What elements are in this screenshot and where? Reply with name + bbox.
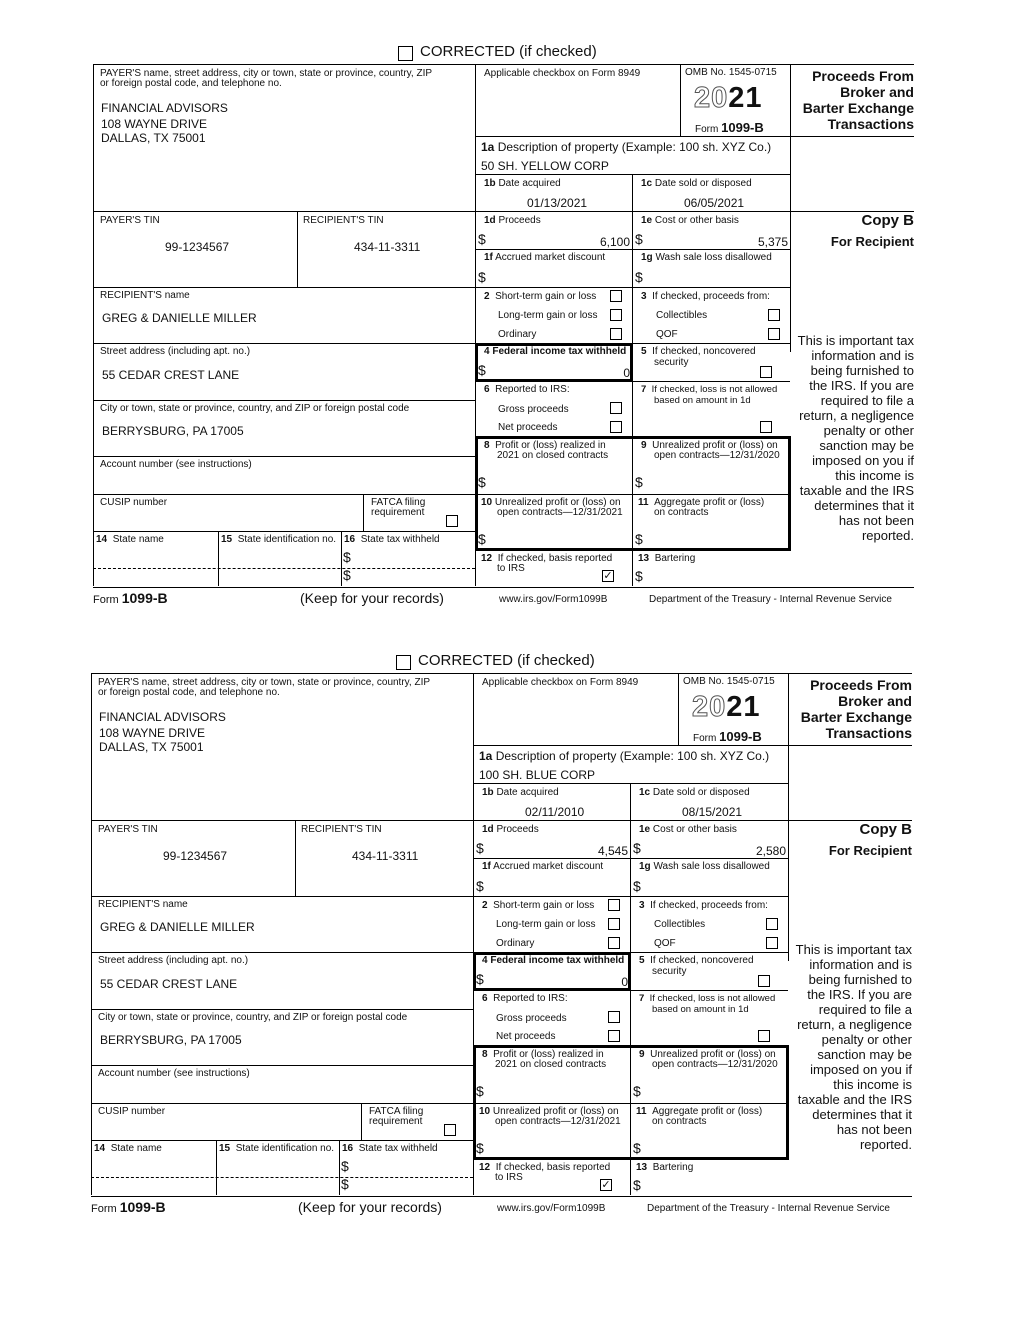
payer-city: DALLAS, TX 75001 <box>99 740 204 754</box>
city-label: City or town, state or province, country, and ZIP or foreign postal code <box>100 403 410 414</box>
recipient-name-label: RECIPIENT'S name <box>100 290 190 301</box>
recipient-tin: 434-11-3311 <box>354 240 421 254</box>
short-term-checkbox[interactable] <box>610 290 622 302</box>
corrected-label: CORRECTED (if checked) <box>418 652 595 669</box>
box1f-label: Accrued market discount <box>495 252 606 263</box>
tax-year <box>694 82 763 115</box>
ordinary-checkbox[interactable] <box>608 937 620 949</box>
box1d-proceeds: 4,545 <box>597 844 628 858</box>
box1c-date-sold: 06/05/2021 <box>684 196 745 210</box>
box1d-proceeds: 6,100 <box>599 235 630 249</box>
box1g-label: Wash sale loss disallowed <box>653 861 770 872</box>
form-number: 1099-B <box>719 729 762 744</box>
cusip-label: CUSIP number <box>98 1106 166 1117</box>
payer-tin: 99-1234567 <box>163 849 228 863</box>
payer-tin-label: PAYER'S TIN <box>98 824 158 835</box>
left-border <box>91 673 92 1195</box>
recipient-street: 55 CEDAR CREST LANE <box>100 977 238 991</box>
recipient-tin: 434-11-3311 <box>352 849 419 863</box>
box1c-label: Date sold or disposed <box>654 178 752 189</box>
for-recipient: For Recipient <box>828 843 912 858</box>
corrected-checkbox[interactable] <box>396 655 411 670</box>
box1b-label: Date acquired <box>496 787 559 798</box>
long-term-checkbox[interactable] <box>608 918 620 930</box>
city-label: City or town, state or province, country, and ZIP or foreign postal code <box>98 1012 408 1023</box>
for-recipient: For Recipient <box>830 234 914 249</box>
net-proceeds-checkbox[interactable] <box>608 1030 620 1042</box>
noncovered-checkbox[interactable] <box>760 366 772 378</box>
copy-b: Copy B <box>859 821 912 838</box>
recipient-city: BERRYSBURG, PA 17005 <box>102 424 244 438</box>
street-label: Street address (including apt. no.) <box>98 955 249 966</box>
box1e-label: Cost or other basis <box>654 215 739 226</box>
loss-not-allowed-checkbox[interactable] <box>760 421 772 433</box>
box1d-label: Proceeds <box>496 824 539 835</box>
box1c-date-sold: 08/15/2021 <box>682 805 743 819</box>
payer-header: PAYER'S name, street address, city or town, state or province, country, ZIP <box>98 677 431 688</box>
account-label: Account number (see instructions) <box>100 459 252 470</box>
tax-year-hollow: 20 <box>692 691 727 723</box>
copy-b: Copy B <box>861 212 914 229</box>
qof-checkbox[interactable] <box>766 937 778 949</box>
payer-header: PAYER'S name, street address, city or town, state or province, country, ZIP <box>100 68 433 79</box>
recipient-tin-label: RECIPIENT'S TIN <box>303 215 384 226</box>
box1e-label: Cost or other basis <box>652 824 737 835</box>
applicable-checkbox-label: Applicable checkbox on Form 8949 <box>482 677 639 688</box>
important-tax-info: This is important tax information and is being furnished to the IRS. If you are required to file a return, a negligence penalty or other sanction may be imposed on you if this income is taxable and the IRS determines that it has not been reported. <box>797 333 914 543</box>
qof-checkbox[interactable] <box>768 328 780 340</box>
recipient-street: 55 CEDAR CREST LANE <box>102 368 240 382</box>
recipient-city: BERRYSBURG, PA 17005 <box>100 1033 242 1047</box>
collectibles-checkbox[interactable] <box>766 918 778 930</box>
box1b-date-acquired: 01/13/2021 <box>527 196 588 210</box>
payer-header-2: or foreign postal code, and telephone no. <box>98 687 280 698</box>
box1g-label: Wash sale loss disallowed <box>655 252 772 263</box>
fatca-checkbox[interactable] <box>446 515 458 527</box>
side-title: Proceeds From Broker and Barter Exchange Transactions <box>800 677 912 741</box>
short-term-checkbox[interactable] <box>608 899 620 911</box>
payer-street: 108 WAYNE DRIVE <box>101 117 208 131</box>
box4-label: Federal income tax withheld <box>490 955 625 966</box>
noncovered-checkbox[interactable] <box>758 975 770 987</box>
payer-header-2: or foreign postal code, and telephone no. <box>100 78 282 89</box>
footer-dept: Department of the Treasury - Internal Revenue Service <box>649 594 892 605</box>
corrected-label: CORRECTED (if checked) <box>420 43 597 60</box>
collectibles-checkbox[interactable] <box>768 309 780 321</box>
basis-reported-checkbox[interactable]: ✓ <box>603 570 613 582</box>
box4-federal-withheld: 0 <box>621 975 628 989</box>
box1f-label: Accrued market discount <box>493 861 604 872</box>
recipient-name-label: RECIPIENT'S name <box>98 899 188 910</box>
omb-number: OMB No. 1545-0715 <box>683 676 775 687</box>
long-term-checkbox[interactable] <box>610 309 622 321</box>
payer-name: FINANCIAL ADVISORS <box>101 101 228 115</box>
side-title: Proceeds From Broker and Barter Exchange Transactions <box>802 68 914 132</box>
recipient-name: GREG & DANIELLE MILLER <box>100 920 255 934</box>
recipient-name: GREG & DANIELLE MILLER <box>102 311 257 325</box>
box1a-label: Description of property (Example: 100 sh. XYZ Co.) <box>497 140 772 154</box>
box1d-label: Proceeds <box>498 215 541 226</box>
form-word: Form <box>695 124 719 135</box>
recipient-tin-label: RECIPIENT'S TIN <box>301 824 382 835</box>
basis-reported-checkbox[interactable]: ✓ <box>601 1179 611 1191</box>
footer-dept: Department of the Treasury - Internal Revenue Service <box>647 1203 890 1214</box>
gross-proceeds-checkbox[interactable] <box>610 402 622 414</box>
omb-number: OMB No. 1545-0715 <box>685 67 777 78</box>
box1b-label: Date acquired <box>498 178 561 189</box>
tax-year-hollow: 20 <box>694 82 729 114</box>
form-1099b-copy-2: CORRECTED (if checked) PAYER'S name, street address, city or town, state or province, country, ZIP or foreign postal code, and telephone no. FINANCIAL ADVISORS 108 WAYNE DRIVE DALLAS, TX 75001 Applicable checkbox on Form 8949 OMB No. 1545-0715 2021 Form 1099-B Proceeds From Broker and Barter Exchange Transactions 1a Description of property (Example: 100 sh. XYZ Co.) 100 SH. BLUE CORP 1b Date acquired 02/11/2010 1c Date sold or disposed 08/15/2021 PAYER'S TIN RECIPIENT'S TIN 99-1234567 434-11-3311 1d Proceeds $ 4,545 1e Cost or other basis $ 2,580 Copy B For Recipient 1f Accrued market discount $ 1g Wash sale loss disallowed $ RECIPIENT'S name GREG & DANIELLE MILLER 2 Short-term gain or loss Long-term gain or loss Ordinary 3 If checked, proceeds from: Collectibles QOF Street address (including apt. no.) 55 CEDAR CREST LANE 4 Federal income tax withheld $ 0 5 If checked, noncovered security City or town, state or province, country, and ZIP or foreign postal code BERRYSBURG, PA 17005 6 Reported to IRS: Gross proceeds Net proceeds 7 If checked, loss is not allowed based on amount in 1d Account number (see instructions) 8 Profit or (loss) realized in 2021 on closed contracts $ 9 Unrealized profit or (loss) on open contracts—12/31/2020 $ CUSIP number FATCA filing requirement 10 Unrealized profit or (loss) on open contracts—12/31/2021 $ 11 Aggregate profit or (loss) on contracts $ 14 State name 15 State identification no. 16 State tax withheld $ $ 12 If checked, basis reported to IRS ✓ 13 Bartering $ This is important tax information and is being furnished to the IRS. If you are required to file a return, a negligence penalty or other sanction may be imposed on you if this income is taxable and the IRS determines that it has not been reported. Form 1099-B (Keep for your records) www.irs.gov/Form1099B Department of the Treasury - Internal Revenue Service <box>91 652 912 1215</box>
box4-label: Federal income tax withheld <box>492 346 627 357</box>
box1e-cost-basis: 5,375 <box>757 235 788 249</box>
gross-proceeds-checkbox[interactable] <box>608 1011 620 1023</box>
left-border <box>93 64 94 586</box>
form-1099b-copy-1: CORRECTED (if checked) PAYER'S name, street address, city or town, state or province, country, ZIP or foreign postal code, and telephone no. FINANCIAL ADVISORS 108 WAYNE DRIVE DALLAS, TX 75001 Applicable checkbox on Form 8949 OMB No. 1545-0715 2021 Form 1099-B Proceeds From Broker and Barter Exchange Transactions 1a Description of property (Example: 100 sh. XYZ Co.) 50 SH. YELLOW CORP 1b Date acquired 01/13/2021 1c Date sold or disposed 06/05/2021 PAYER'S TIN RECIPIENT'S TIN 99-1234567 434-11-3311 1d Proceeds $ 6,100 1e Cost or other basis $ 5,375 Copy B For Recipient 1f Accrued market discount $ 1g Wash sale loss disallowed $ RECIPIENT'S name GREG & DANIELLE MILLER 2 Short-term gain or loss Long-term gain or loss Ordinary 3 If checked, proceeds from: Collectibles QOF Street address (including apt. no.) 55 CEDAR CREST LANE 4 Federal income tax withheld $ 0 5 If checked, noncovered security City or town, state or province, country, and ZIP or foreign postal code BERRYSBURG, PA 17005 6 Reported to IRS: Gross proceeds Net proceeds 7 If checked, loss is not allowed based on amount in 1d Account number (see instructions) 8 Profit or (loss) realized in 2021 on closed contracts $ 9 Unrealized profit or (loss) on open contracts—12/31/2020 $ CUSIP number FATCA filing requirement 10 Unrealized profit or (loss) on open contracts—12/31/2021 $ 11 Aggregate profit or (loss) on contracts $ 14 State name 15 State identification no. 16 State tax withheld $ $ 12 If checked, basis reported to IRS ✓ 13 Bartering $ This is important tax information and is being furnished to the IRS. If you are required to file a return, a negligence penalty or other sanction may be imposed on you if this income is taxable and the IRS determines that it has not been reported. Form 1099-B (Keep for your records) www.irs.gov/Form1099B Department of the Treasury - Internal Revenue Service <box>93 43 914 606</box>
street-label: Street address (including apt. no.) <box>100 346 251 357</box>
form-number: 1099-B <box>721 120 764 135</box>
box1b-date-acquired: 02/11/2010 <box>525 805 585 819</box>
box1a-label: Description of property (Example: 100 sh. XYZ Co.) <box>495 749 770 763</box>
net-proceeds-checkbox[interactable] <box>610 421 622 433</box>
tax-year-bold: 21 <box>726 691 761 723</box>
tax-year-bold: 21 <box>728 82 763 114</box>
corrected-checkbox[interactable] <box>398 46 413 61</box>
payer-tin: 99-1234567 <box>165 240 230 254</box>
footer-url: www.irs.gov/Form1099B <box>497 1203 606 1214</box>
tax-year <box>692 691 761 724</box>
ordinary-checkbox[interactable] <box>610 328 622 340</box>
important-tax-info: This is important tax information and is being furnished to the IRS. If you are required to file a return, a negligence penalty or other sanction may be imposed on you if this income is taxable and the IRS determines that it has not been reported. <box>795 942 912 1152</box>
payer-street: 108 WAYNE DRIVE <box>99 726 206 740</box>
fatca-checkbox[interactable] <box>444 1124 456 1136</box>
payer-tin-label: PAYER'S TIN <box>100 215 160 226</box>
box1a-description: 100 SH. BLUE CORP <box>479 768 596 782</box>
footer-keep: (Keep for your records) <box>298 1199 442 1215</box>
box1a-description: 50 SH. YELLOW CORP <box>481 159 609 173</box>
cusip-label: CUSIP number <box>100 497 168 508</box>
form-word: Form <box>693 733 717 744</box>
footer-keep: (Keep for your records) <box>300 590 444 606</box>
payer-name: FINANCIAL ADVISORS <box>99 710 226 724</box>
box1e-cost-basis: 2,580 <box>755 844 786 858</box>
account-label: Account number (see instructions) <box>98 1068 250 1079</box>
footer-url: www.irs.gov/Form1099B <box>499 594 608 605</box>
applicable-checkbox-label: Applicable checkbox on Form 8949 <box>484 68 641 79</box>
loss-not-allowed-checkbox[interactable] <box>758 1030 770 1042</box>
box4-federal-withheld: 0 <box>623 366 630 380</box>
payer-city: DALLAS, TX 75001 <box>101 131 206 145</box>
box1c-label: Date sold or disposed <box>652 787 750 798</box>
